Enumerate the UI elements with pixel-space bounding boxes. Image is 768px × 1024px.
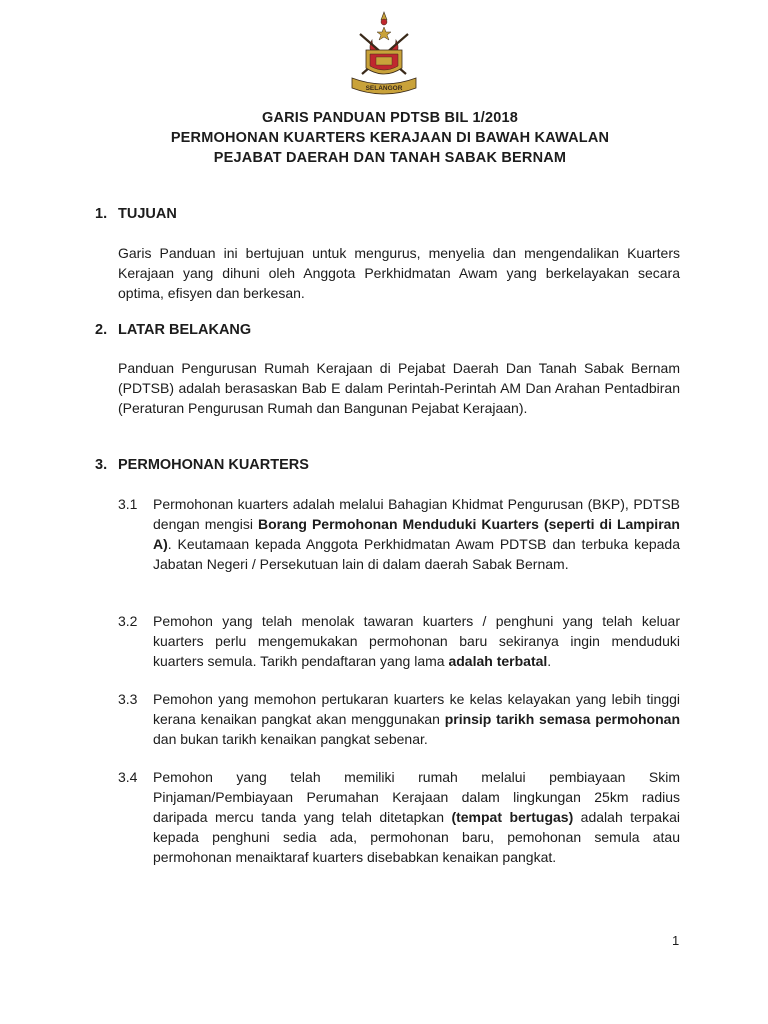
section-heading-permohonan-kuarters	[95, 457, 309, 473]
clause-text-part: .	[547, 653, 552, 669]
section-title: PERMOHONAN KUARTERS	[118, 457, 309, 473]
clause-3-2	[118, 611, 680, 671]
clause-number: 3.3	[118, 691, 138, 707]
document-title-line-3: PEJABAT DAERAH DAN TANAH SABAK BERNAM	[213, 150, 567, 166]
clause-text	[153, 767, 680, 867]
section-heading-latar-belakang	[95, 322, 251, 338]
section-number: 2.	[95, 322, 108, 338]
document-title-line-1: GARIS PANDUAN PDTSB BIL 1/2018	[261, 110, 519, 126]
clause-text-part: adalah terpakai kepada penghuni sedia ada, permohonan baru, pemohonan semula atau permohonan menaiktaraf kuarters disebabkan kenaikan pangkat.	[153, 809, 680, 865]
clause-bold-text: Borang Permohonan Menduduki Kuarters (seperti di Lampiran A)	[153, 516, 680, 552]
clause-bold-text: (tempat bertugas)	[451, 809, 574, 825]
clause-text-part: Pemohon yang telah memiliki rumah melalui pembiayaan Skim Pinjaman/Pembiayaan Perumahan Kerajaan dalam lingkungan 25km radius daripada mercu tanda yang telah ditetapkan	[153, 769, 680, 825]
crest-banner-text: SELANGOR	[365, 85, 403, 92]
selangor-crest-logo	[346, 10, 422, 100]
section-number: 1.	[95, 206, 108, 222]
clause-3-1	[118, 494, 680, 574]
clause-3-4	[118, 767, 680, 867]
clause-text-part: . Keutamaan kepada Anggota Perkhidmatan Awam PDTSB dan terbuka kepada Jabatan Negeri / Persekutuan lain di dalam daerah Sabak Bernam.	[153, 536, 680, 572]
section-heading-tujuan	[95, 206, 177, 222]
clause-text-part: dan bukan tarikh kenaikan pangkat sebenar.	[153, 731, 428, 747]
clause-number: 3.4	[118, 769, 138, 785]
clause-text	[153, 611, 680, 671]
clause-text-part: Pemohon yang memohon pertukaran kuarters ke kelas kelayakan yang lebih tinggi kerana kenaikan pangkat akan menggunakan	[153, 691, 680, 727]
section-title: TUJUAN	[118, 206, 177, 222]
clause-bold-text: prinsip tarikh semasa permohonan	[444, 711, 680, 727]
document-title-line-2: PERMOHONAN KUARTERS KERAJAAN DI BAWAH KAWALAN	[170, 130, 610, 146]
section-body-tujuan: Garis Panduan ini bertujuan untuk mengurus, menyelia dan mengendalikan Kuarters Kerajaan yang dihuni oleh Anggota Perkhidmatan Awam yang berkelayakan secara optima, efisyen dan berkesan.	[118, 245, 680, 301]
clause-3-3	[118, 689, 680, 749]
clause-text-part: Pemohon yang telah menolak tawaran kuarters / penghuni yang telah keluar kuarters perlu mengemukakan permohonan baru sekiranya ingin menduduki kuarters semula. Tarikh pendaftaran yang lama	[153, 613, 680, 669]
clause-bold-text: adalah terbatal	[448, 653, 548, 669]
page-number: 1	[672, 933, 680, 948]
section-title: LATAR BELAKANG	[118, 322, 252, 338]
clause-text	[153, 494, 680, 574]
clause-text	[153, 689, 680, 749]
clause-number: 3.1	[118, 496, 138, 512]
section-number: 3.	[95, 457, 108, 473]
clause-number: 3.2	[118, 613, 138, 629]
section-body-latar-belakang: Panduan Pengurusan Rumah Kerajaan di Pejabat Daerah Dan Tanah Sabak Bernam (PDTSB) adalah berasaskan Bab E dalam Perintah-Perintah AM Dan Arahan Pentadbiran (Peraturan Pengurusan Rumah dan Bangunan Pejabat Kerajaan).	[118, 360, 680, 416]
clause-text-part: Permohonan kuarters adalah melalui Bahagian Khidmat Pengurusan (BKP), PDTSB dengan mengisi	[153, 496, 680, 532]
